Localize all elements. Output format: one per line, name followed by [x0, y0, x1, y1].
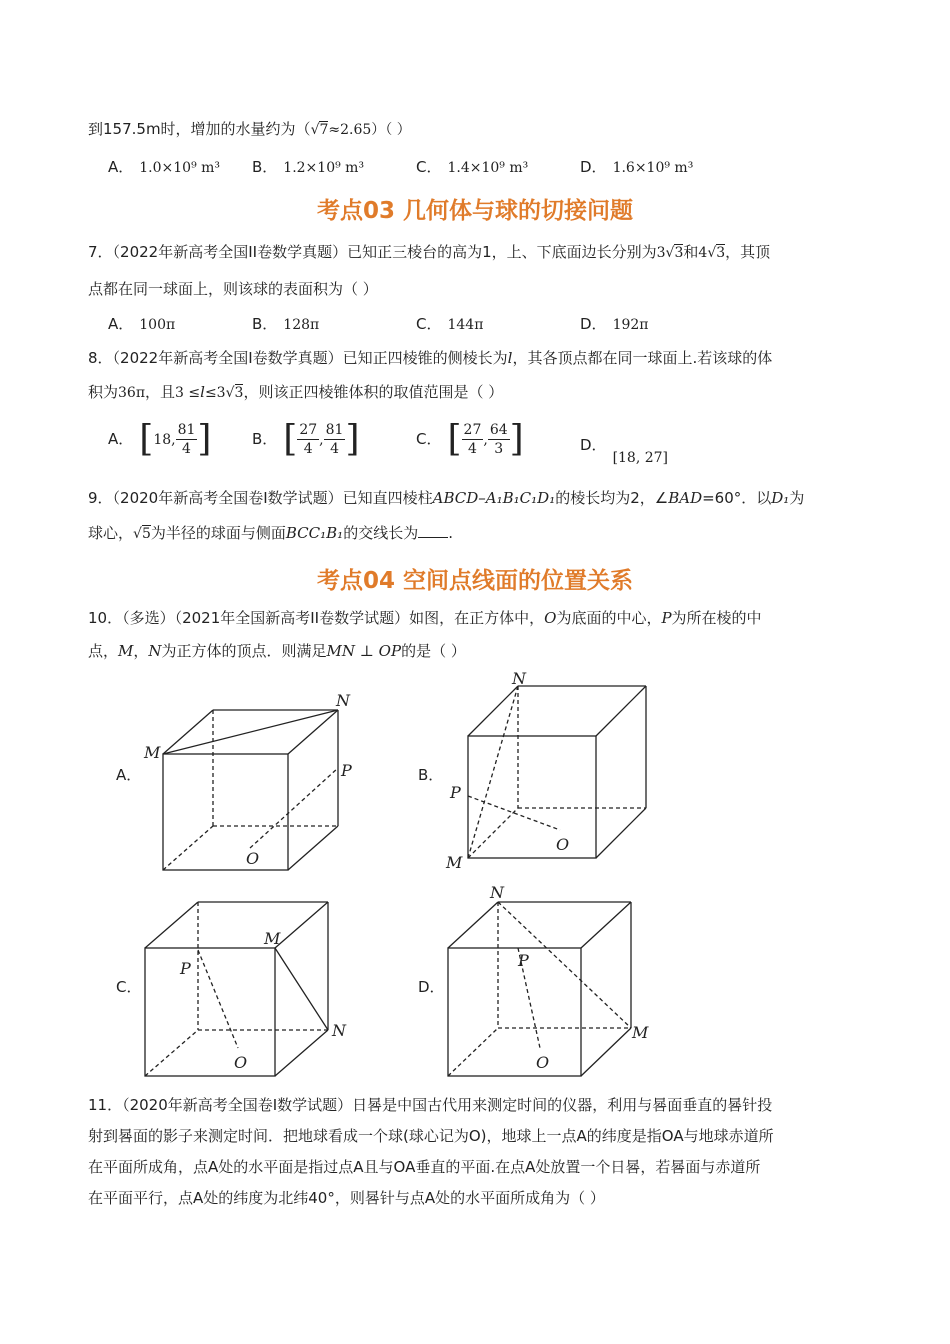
intro-option-d[interactable]: D． 1.6×10⁹ m³: [580, 158, 694, 176]
q8-option-c[interactable]: C． [ $\frac{27}{4}$ , $\frac{64}{3}$ ]: [416, 418, 524, 460]
fig-a-point-n: N: [336, 691, 350, 710]
section-heading-04: 考点04 空间点线面的位置关系: [316, 568, 633, 594]
fig-c-point-p: P: [180, 959, 191, 978]
fig-d-point-o: O: [536, 1053, 550, 1072]
q8-option-a[interactable]: A． [18, $\frac{81}{4}$ ]: [108, 418, 212, 460]
fig-c-point-o: O: [234, 1053, 248, 1072]
q8-line1: 8．（2022年新高考全国I卷数学真题）已知正四棱锥的侧棱长为l，其各顶点都在同一球面上.若该球的体: [88, 349, 773, 367]
q9-line1: 9．（2020年新高考全国卷Ⅰ数学试题）已知直四棱柱ABCD–A₁B₁C₁D₁的棱长均为2，∠BAD=60°．以D₁为: [88, 489, 805, 507]
fig-b-point-p: P: [450, 783, 461, 802]
q7-option-a[interactable]: A． 100π: [108, 315, 176, 333]
q7-option-b[interactable]: B． 128π: [252, 315, 320, 333]
cube-figure-d: [440, 880, 660, 1080]
q7-line1: 7．（2022年新高考全国II卷数学真题）已知正三棱台的高为1，上、下底面边长分别为3√3和4√3，其顶: [88, 243, 771, 261]
q7-line2: 点都在同一球面上，则该球的表面积为（ ）: [88, 280, 378, 298]
fig-b-point-n: N: [512, 669, 526, 688]
q11-line3: 在平面所成角，点A处的水平面是指过点A且与OA垂直的平面.在点A处放置一个日晷，若晷面与赤道所: [88, 1158, 761, 1176]
fig-c-point-n: N: [332, 1021, 346, 1040]
fig-c-label[interactable]: C．: [116, 978, 142, 996]
cube-figure-c: [130, 890, 370, 1080]
q8-line2: 积为36π，且3 ≤l≤3√3，则该正四棱锥体积的取值范围是（ ）: [88, 383, 504, 401]
q11-line1: 11．（2020年新高考全国卷Ⅰ数学试题）日晷是中国古代用来测定时间的仪器，利用与晷面垂直的晷针投: [88, 1096, 773, 1114]
section-heading-03: 考点03 几何体与球的切接问题: [316, 198, 633, 224]
fig-c-point-m: M: [264, 929, 281, 948]
q10-line1: 10．（多选）（2021年全国新高考II卷数学试题）如图，在正方体中，O为底面的中心，P为所在棱的中: [88, 609, 762, 627]
cube-figure-b: [440, 668, 660, 878]
fig-d-label[interactable]: D．: [418, 978, 445, 996]
fig-b-label[interactable]: B．: [418, 766, 444, 784]
intro-option-a[interactable]: A． 1.0×10⁹ m³: [108, 158, 221, 176]
fig-a-point-m: M: [144, 743, 161, 762]
intro-line: 到157.5m时，增加的水量约为（√7≈2.65）（ ）: [88, 120, 411, 138]
q8-option-d[interactable]: D．[18, 27]: [580, 436, 669, 466]
fig-d-point-n: N: [490, 883, 504, 902]
answer-blank[interactable]: [418, 523, 448, 538]
fig-b-point-o: O: [556, 835, 570, 854]
q11-line4: 在平面平行，点A处的纬度为北纬40°，则晷针与点A处的水平面所成角为（ ）: [88, 1189, 605, 1207]
intro-option-b[interactable]: B． 1.2×10⁹ m³: [252, 158, 365, 176]
fig-b-point-m: M: [446, 853, 463, 872]
q9-line2: 球心，√5为半径的球面与侧面BCC₁B₁的交线长为 .: [88, 524, 453, 542]
q10-line2: 点，M，N为正方体的顶点．则满足MN ⊥ OP的是（ ）: [88, 642, 466, 660]
q7-option-d[interactable]: D． 192π: [580, 315, 649, 333]
fig-a-point-o: O: [246, 849, 260, 868]
sqrt-radicand: 7: [319, 122, 329, 138]
intro-option-c[interactable]: C． 1.4×10⁹ m³: [416, 158, 529, 176]
cube-figure-a: [130, 686, 370, 886]
q11-line2: 射到晷面的影子来测定时间．把地球看成一个球(球心记为O)，地球上一点A的纬度是指OA与地球赤道所: [88, 1127, 774, 1145]
fig-d-point-p: P: [518, 951, 529, 970]
fig-d-point-m: M: [632, 1023, 649, 1042]
fig-a-label[interactable]: A．: [116, 766, 142, 784]
sqrt-symbol: √: [310, 122, 320, 138]
fig-a-point-p: P: [341, 761, 352, 780]
approx-value: ≈2.65）（ ）: [328, 122, 411, 138]
q7-option-c[interactable]: C． 144π: [416, 315, 484, 333]
q8-option-b[interactable]: B． [ $\frac{27}{4}$ , $\frac{81}{4}$ ]: [252, 418, 360, 460]
